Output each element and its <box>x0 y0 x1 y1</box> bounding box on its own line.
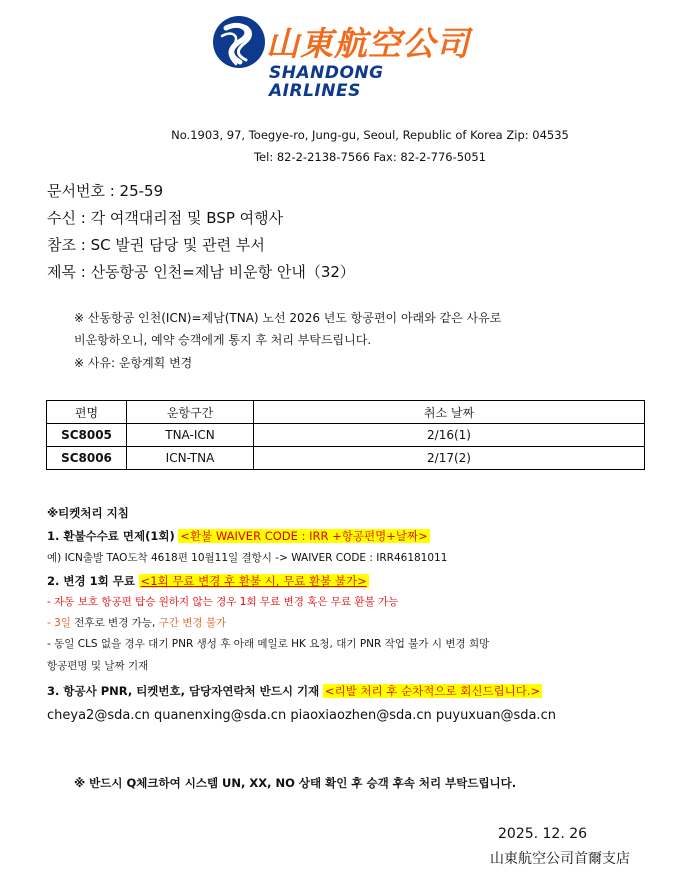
item3-row <box>47 683 542 699</box>
contact-emails: cheya2@sda.cn quanenxing@sda.cn piaoxiaozhen@sda.cn puyuxuan@sda.cn <box>47 708 556 723</box>
logo-chinese-name: 山東航空公司 <box>266 24 470 63</box>
notice-line-1: ※ 산동항공 인천(ICN)=제남(TNA) 노선 2026 년도 항공편이 아래와 같은 사유로 <box>74 311 502 325</box>
ticketing-title: ※티켓처리 지침 <box>47 506 129 520</box>
cancel-date: 2/16(1) <box>254 424 645 447</box>
item2-label: 2. 변경 1회 무료 <box>47 574 135 588</box>
item2-line3: - 동일 CLS 없을 경우 대기 PNR 생성 후 아래 메일로 HK 요청, 대기 PNR 작업 불가 시 변경 희망 <box>47 638 490 650</box>
table-row <box>47 424 645 447</box>
route: ICN-TNA <box>127 447 254 470</box>
item1-row <box>47 528 430 544</box>
item3-highlight: <리발 처리 후 순차적으로 회신드립니다.> <box>324 684 541 698</box>
logo-english-line2: AIRLINES <box>269 81 361 101</box>
table-header-row <box>47 401 645 424</box>
item2-line1: - 자동 보호 항공편 탑승 원하지 않는 경우 1회 무료 변경 혹은 무료 환불 가능 <box>47 596 399 608</box>
document-number: 문서번호 : 25-59 <box>47 182 164 200</box>
item1-highlight: <환불 WAIVER CODE : IRR +항공편명+날짜> <box>180 529 428 543</box>
reference: 참조 : SC 발권 담당 및 관련 부서 <box>47 236 265 254</box>
item1-example: 예) ICN출발 TAO도착 4618편 10월11일 결항시 -> WAIVER CODE : IRR46181011 <box>47 552 448 564</box>
company-phone: Tel: 82-2-2138-7566 Fax: 82-2-776-5051 <box>253 150 487 164</box>
item1-label: 1. 환불수수료 면제(1회) <box>47 529 175 543</box>
logo-english-line1: SHANDONG <box>269 63 384 83</box>
shandong-logo-icon <box>212 14 266 70</box>
notice-reason: ※ 사유: 운항계획 변경 <box>74 356 193 370</box>
header-route: 운항구간 <box>127 401 254 424</box>
company-address: No.1903, 97, Toegye-ro, Jung-gu, Seoul, Republic of Korea Zip: 04535 <box>171 128 569 142</box>
item2-highlight: <1회 무료 변경 후 환불 시, 무료 환불 불가> <box>140 574 367 588</box>
flight-number: SC8006 <box>47 447 127 470</box>
cancelled-flights-table <box>46 400 645 470</box>
document-date: 2025. 12. 26 <box>498 826 588 842</box>
route: TNA-ICN <box>127 424 254 447</box>
item2-line2-days: - 3일 <box>47 617 71 629</box>
branch-name: 山東航空公司首爾支店 <box>490 851 630 867</box>
subject: 제목 : 산동항공 인천=제남 비운항 안내（32） <box>47 263 355 281</box>
item2-line2-text: 전후로 변경 가능, <box>70 617 159 629</box>
item2-line2-restriction: 구간 변경 불가 <box>158 617 227 629</box>
item3-label: 3. 항공사 PNR, 티켓번호, 담당자연락처 반드시 기재 <box>47 684 320 698</box>
flight-number: SC8005 <box>47 424 127 447</box>
item2-line4: 항공편명 및 날짜 기재 <box>47 660 149 672</box>
item2-line2 <box>47 615 226 631</box>
table-row <box>47 447 645 470</box>
header-flight: 편명 <box>47 401 127 424</box>
notice-line-2: 비운항하오니, 예약 승객에게 통지 후 처리 부탁드립니다. <box>74 333 372 347</box>
item2-row <box>47 573 369 589</box>
header-cancel-date: 취소 날짜 <box>254 401 645 424</box>
cancel-date: 2/17(2) <box>254 447 645 470</box>
recipient: 수신 : 각 여객대리점 및 BSP 여행사 <box>47 209 284 227</box>
final-note: ※ 반드시 Q체크하여 시스템 UN, XX, NO 상태 확인 후 승객 후속 처리 부탁드립니다. <box>74 776 517 790</box>
